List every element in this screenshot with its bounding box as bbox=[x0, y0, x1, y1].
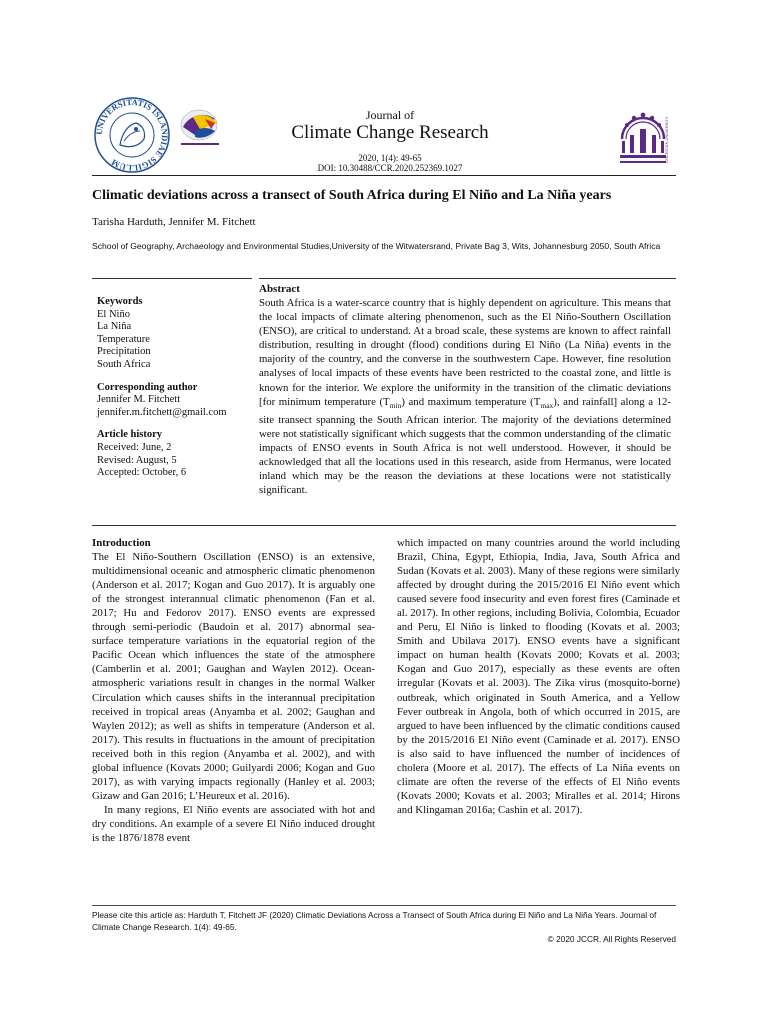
history-accepted: Accepted: October, 6 bbox=[97, 467, 187, 479]
keyword-item: South Africa bbox=[97, 358, 151, 370]
body-paragraph: The El Niño-Southern Oscillation (ENSO) is an extensive, multidimensional oceanic and atmospheric climatic phenomenon (Anderson et al. 2017; Kogan and Guo 2017). It is arguably one of the strongest interannual climatic phenomenon (Fan et al. 2017; Hu and Fedorov 2017). ENSO events are expressed through semi-periodic (Baudoin et al. 2017) abnormal sea-surface temperature variations in the equatorial region of the Pacific Ocean which influences the state of the atmosphere (Camberlin et al. 2001; Gaughan and Waylen 2012). Ocean-atmospheric variations result in changes in the normal Walker Circulation which causes shifts in the interannual precipitation received in tropical areas (Anyamba et al. 2002; Gaughan and Waylen 2012); as well as shifts in temperature (Anderson et al. 2017). This results in fluctuations in the amount of precipitation received both in this region (Anyamba et al. 2002), and with global influence (Kovats 2000; Guilyardi 2006; Kogan and Guo 2017), as with varying impacts regionally (Hanley et al. 2003; Gizaw and Gan 2016; L’Heureux et al. 2016). bbox=[92, 551, 375, 802]
article-authors: Tarisha Harduth, Jennifer M. Fitchett bbox=[92, 216, 256, 228]
keywords-block bbox=[97, 296, 257, 372]
citation-note: Please cite this article as: Harduth T, Fitchett JF (2020) Climatic Deviations Across a Transect of South Africa during El Niño and La Niña Years. Journal of Climate Change Research. 1(4): 49-65. bbox=[92, 910, 657, 932]
article-title: Climatic deviations across a transect of South Africa during El Niño and La Niña years bbox=[92, 188, 612, 203]
keyword-item: La Niña bbox=[97, 321, 132, 333]
tmin-subscript: min bbox=[389, 400, 402, 410]
footer-rule bbox=[92, 905, 676, 906]
sidebar-top-rule bbox=[92, 278, 252, 279]
history-revised: Revised: August, 5 bbox=[97, 454, 177, 466]
history-block bbox=[97, 429, 257, 479]
body-paragraph: In many regions, El Niño events are associated with hot and dry conditions. An example of a severe El Niño induced drought is the 1876/1878 event bbox=[92, 803, 375, 844]
journal-doi[interactable]: DOI: 10.30488/CCR.2020.252369.1027 bbox=[317, 163, 463, 173]
corresponding-block bbox=[97, 382, 257, 420]
corresponding-name: Jennifer M. Fitchett bbox=[97, 394, 181, 406]
keywords-heading: Keywords bbox=[97, 296, 143, 307]
university-seal-logo bbox=[92, 95, 172, 175]
article-info-sidebar bbox=[97, 296, 257, 490]
keyword-item: Temperature bbox=[97, 333, 150, 345]
article-affiliation: School of Geography, Archaeology and Environmental Studies,University of the Witwatersrand, Private Bag 3, Wits, Johannesburg 2050, South Africa bbox=[92, 241, 661, 251]
abstract-heading: Abstract bbox=[259, 283, 300, 295]
tmax-subscript: max bbox=[540, 400, 554, 410]
golestan-university-logo bbox=[612, 105, 674, 171]
journal-label: Journal of bbox=[365, 108, 415, 122]
svg-text:GOLESTAN UNIVERSITY: GOLESTAN UNIVERSITY bbox=[664, 116, 669, 163]
corresponding-email[interactable]: jennifer.m.fitchett@gmail.com bbox=[97, 406, 227, 418]
abstract-text: South Africa is a water-scarce country that is highly dependent on agriculture. This means that the local impacts of climate altering phenomenon, such as the El Niño-Southern Oscillation (ENSO), are critical to understand. At a broad scale, these systems are known to affect rainfall distribution, resulting in drought (flood) conditions during El Niño (La Niña) events in the majority of the country, and the converse in the southwestern Cape. However, fine resolution analyses of local impacts of these events have been restricted to the coastal zone, and little is known for the interior. We explore the uniformity in the transition of the climatic deviations [for minimum temperature $(T_{min})$ and maximum temperature $(T_{max})$, and rainfall] along a 12-site transect spanning the South African interior. The majority of the deviations determined were not statistically significant which suggests that the common understanding of the climatic impacts of ENSO events in South Africa is not well understood. However, it should be acknowledged that all the locations used in this research, aside from Hermanus, were located inland which may be the reason the deviations at these locations were not statistically significant. bbox=[259, 297, 671, 497]
body-column-left bbox=[92, 536, 375, 845]
introduction-heading: Introduction bbox=[92, 537, 151, 549]
abstract-top-rule bbox=[259, 278, 676, 279]
corresponding-heading: Corresponding author bbox=[97, 381, 198, 393]
keyword-item: Precipitation bbox=[97, 346, 151, 358]
keyword-item: El Niño bbox=[97, 308, 130, 320]
copyright-notice: © 2020 JCCR. All Rights Reserved bbox=[547, 934, 676, 944]
body-paragraph: which impacted on many countries around the world including Brazil, China, Egypt, Ethiopia, India, Java, South Africa and Sudan (Kovats et al. 2003). Many of these regions were similarly affected by drought during the 2015/2016 El Niño event which caused severe food insecurity and even forest fires (Caminade et al. 2017). In other regions, including Bolivia, Colombia, Ecuador and Peru, El Niño is linked to flooding (Kovats et al. 2003; Smith and Ubilava 2017). ENSO events have a significant impact on human health (Kovats 2000; Kovats et al. 2003; Kogan and Guo 2017), especially as these events are often irregular (Kovats et al. 2003). The Zika virus (mosquito-borne) outbreak, which originated in South America, and a Yellow Fever outbreak in Angola, both of which occurred in 2015, are argued to have been influenced by the climatic conditions caused by the 2015/2016 El Niño event (Caminade et al. 2017). ENSO is also said to have influenced the number of incidences of cholera (Moore et al. 2017). The effects of La Niña events on climate are often the reverse of the effects of El Niño events (Kovats 2000; Kovats et al. 2003; Miralles et al. 2014; Hirons and Klingaman 2016a; Cashin et al. 2017). bbox=[397, 537, 680, 816]
climate-research-logo bbox=[175, 105, 225, 150]
header-rule bbox=[92, 175, 676, 176]
body-column-right bbox=[397, 536, 680, 817]
journal-title: Climate Change Research bbox=[291, 122, 489, 143]
svg-text:UNIVERSITATIS ISLANDIAE SIGILL: UNIVERSITATIS ISLANDIAE SIGILLUM bbox=[93, 96, 171, 174]
history-received: Received: June, 2 bbox=[97, 441, 172, 453]
abstract-bottom-rule bbox=[92, 525, 676, 526]
history-heading: Article history bbox=[97, 429, 163, 441]
journal-volume: 2020, 1(4): 49-65 bbox=[358, 153, 422, 163]
